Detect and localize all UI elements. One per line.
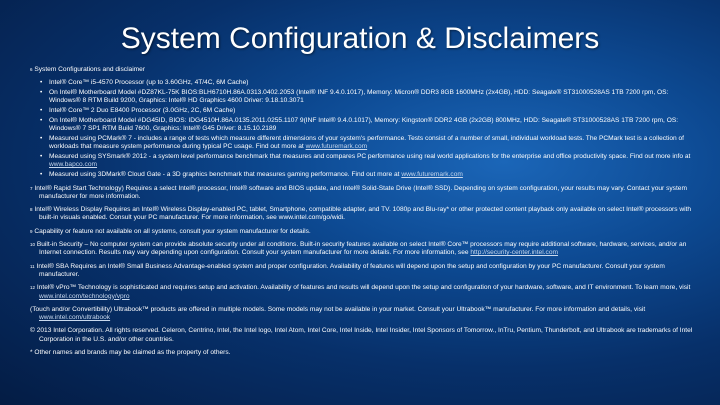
disclaimer-content <box>30 66 700 362</box>
footnote-number: 12 <box>30 285 36 291</box>
ultrabook-link[interactable]: www.intel.com/ultrabook <box>39 314 111 322</box>
footnote-10 <box>30 241 700 258</box>
list-item-text: Intel® Core™ 2 Duo E8400 Processor (3.0GHz, 2C, 6M Cache) <box>49 107 236 115</box>
touch-convertibility-note <box>30 306 700 323</box>
list-item-text: Measured using PCMark® 7 - includes a range of tests which measure different dimensions of your system's performance. Tests consist of a number of small, individual workload tests. The PCMark test is a collection of workloads that measure system performance during typical PC usage. Find out more at <box>49 135 685 151</box>
list-item-text: Measured using 3DMark® Cloud Gate - a 3D graphics benchmark that measures gaming performance. Find out more at <box>49 171 400 179</box>
footnote-text: Intel® vPro™ Technology is sophisticated and requires setup and activation. Availability of features and results will depend upon the setup and configuration of your hardware, software, and IT environment. To learn more, visit <box>36 284 691 292</box>
futuremark-link[interactable]: www.futuremark.com <box>401 171 463 179</box>
list-item <box>40 171 700 179</box>
footnote-6 <box>30 66 700 74</box>
list-item <box>40 79 700 87</box>
footnote-text: Intel® Wireless Display Requires an Intel® Wireless Display-enabled PC, tablet, Smartphone, compatible adapter, and TV. 1080p and Blu-ray* or other protected content playback only available on select Intel® processors with built-in visuals enabled. Consult your PC manufacturer. For more information, see www.intel.com/go/widi. <box>34 206 692 222</box>
footnote-number: 7 <box>30 185 33 191</box>
security-center-link[interactable]: http://security-center.intel.com <box>470 249 558 257</box>
footnote-number: 9 <box>30 228 33 234</box>
list-item <box>40 107 700 115</box>
futuremark-link[interactable]: www.futuremark.com <box>305 143 368 151</box>
footnote-text: Capability or feature not available on all systems, consult your system manufacturer for details. <box>34 227 311 235</box>
list-item <box>40 117 700 134</box>
footnote-11 <box>30 263 700 280</box>
footnote-number: 10 <box>30 242 36 248</box>
list-item <box>40 153 700 170</box>
copyright-notice: © 2013 Intel Corporation. All rights reserved. Celeron, Centrino, Intel, the Intel logo, Intel Atom, Intel Core, Intel Inside, Intel Insider, Intel Sponsors of Tomorrow., InTru, Pentium, Thunderbolt, and Ultrabook are trademarks of Intel Corporation in the U.S. and/or other countries. <box>30 327 693 343</box>
footnote-number: 6 <box>30 67 33 72</box>
system-config-list <box>30 79 700 179</box>
footnote-8 <box>30 206 700 223</box>
bapco-link[interactable]: www.bapco.com <box>49 161 98 169</box>
list-item-text: Intel® Core™ i5-4570 Processor (up to 3.60GHz, 4T/4C, 6M Cache) <box>49 79 249 87</box>
footnote-7 <box>30 185 700 202</box>
footnote-9 <box>30 228 700 236</box>
list-item <box>40 135 700 152</box>
slide-title: System Configuration & Disclaimers <box>120 22 600 55</box>
list-item-text: On Intel® Motherboard Model #DG45ID, BIOS: IDG4510H.86A.0135.2011.0255.1107 9(INF Intel® 9.4.0.1017), Memory: Kingston® DDR2 4GB (2x2GB) 800MHz, HDD: Seagate® ST31000528AS 1TB 7200 rpm, OS: Windows® 7 SP1 RTM Build 7600, Graphics: Intel® G45 Driver: 8.15.10.2189 <box>49 116 679 133</box>
list-item-text: Measured using SYSmark® 2012 - a system level performance benchmark that measures and compares PC performance using real world applications for the enterprise and office productivity space. Find out more info at <box>49 153 691 161</box>
footnote-12 <box>30 284 700 301</box>
footnote-number: 8 <box>30 207 33 213</box>
footnote-text: Intel® SBA Requires an Intel® Small Business Advantage-enabled system and proper configuration. Availability of features will depend upon the setup and configuration by your PC manufacturer. Consult your system manufacturer. <box>36 262 665 278</box>
footnote-text: Built-in Security – No computer system can provide absolute security under all conditions. Built-in security features available on select Intel® Core™ processors may require additional software, hardware, services, and/or an Internet connection. Results may vary depending upon configuration. Consult your system manufacturer for more details. For more information, see <box>36 241 687 257</box>
footnote-text: Intel® Rapid Start Technology) Requires a select Intel® processor, Intel® software and BIOS update, and Intel® Solid-State Drive (Intel® SSD). Depending on system configuration, your results may vary. Contact your system manufacturer for more information. <box>34 184 687 200</box>
other-marks-notice: * Other names and brands may be claimed as the property of others. <box>30 349 231 357</box>
vpro-link[interactable]: www.intel.com/technology/vpro <box>39 292 130 300</box>
footnote-text: System Configurations and disclaimer <box>34 66 146 73</box>
list-item <box>40 89 700 106</box>
list-item-text: On Intel® Motherboard Model #DZ87KL-75K BIOS:BLH6710H.86A.0313.0402.2053 (Intel® INF 9.4.0.1017), Memory: Micron® DDR3 8GB 1600MHz (2x4GB), HDD: Seagate® ST31000528AS 1TB 7200 rpm, OS: Windows® 8 RTM Build 9200, Graphics: Intel® HD Graphics 4600 Driver: 9.18.10.3071 <box>49 89 669 105</box>
note-text: (Touch and/or Convertibility) Ultrabook™ products are offered in multiple models. Some models may not be available in your market. Consult your Ultrabook™ manufacturer. For more information and details, visit <box>30 305 646 313</box>
footnote-number: 11 <box>30 263 35 269</box>
